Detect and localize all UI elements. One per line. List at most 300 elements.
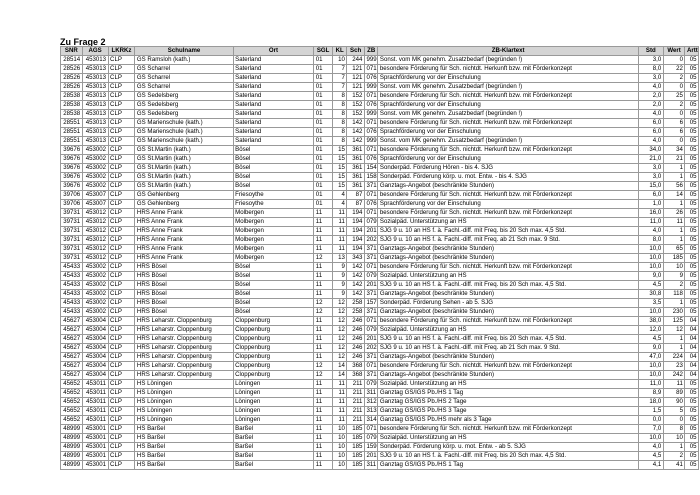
table-row: [61, 74, 699, 83]
table-cell: besondere Förderung für Sch. nichtdt. Herkunft bzw. mit Förderkonzept: [378, 146, 639, 155]
table-cell: 4: [332, 191, 346, 200]
table-row: [61, 272, 699, 281]
table-cell: CLP: [108, 74, 135, 83]
table-cell: 01: [314, 182, 333, 191]
table-cell: 079: [366, 272, 377, 279]
table-cell: CLP: [108, 263, 135, 272]
table-row: [61, 182, 699, 191]
table-cell: Saterland: [233, 137, 314, 146]
table-cell: 12: [332, 326, 346, 335]
table-cell: 11: [314, 281, 333, 290]
table-cell: 453002: [82, 173, 108, 182]
table-cell: 11: [314, 443, 333, 452]
table-cell: Saterland: [233, 119, 314, 128]
table-cell: 076: [366, 155, 377, 162]
table-cell: Bösel: [233, 155, 314, 164]
table-cell: CLP: [108, 344, 135, 353]
table-cell: CLP: [108, 245, 135, 254]
table-cell: SJG 9 u. 10 an HS f. à. Fachl.-diff. mit Freq. ab 21 Sch max. 9 Std.: [378, 344, 639, 353]
table-cell: 246: [347, 344, 365, 353]
table-cell: CLP: [108, 209, 135, 218]
table-cell: 39676: [61, 173, 83, 182]
table-cell: 15: [332, 182, 346, 191]
table-cell: 118: [663, 290, 685, 299]
table-cell: GS Gehlenberg: [135, 200, 233, 209]
table-cell: 39676: [61, 155, 83, 164]
table-cell: HRS Anne Frank: [135, 209, 233, 218]
table-cell: 152: [347, 92, 365, 101]
table-cell: Cloppenburg: [233, 362, 314, 371]
table-cell: CLP: [108, 137, 135, 146]
table-cell: 154: [366, 164, 377, 171]
table-cell: 26: [663, 209, 685, 218]
table-cell: 05: [685, 452, 699, 461]
table-row: [61, 416, 699, 425]
table-cell: 453002: [82, 182, 108, 191]
table-cell: 45433: [61, 272, 83, 281]
table-cell: Saterland: [233, 128, 314, 137]
table-cell: 01: [314, 110, 333, 119]
table-cell: CLP: [108, 299, 135, 308]
table-cell: 453002: [82, 281, 108, 290]
table-cell: CLP: [108, 443, 135, 452]
table-cell: 45627: [61, 344, 83, 353]
table-cell: 1: [663, 200, 685, 209]
table-cell: 244: [347, 56, 365, 65]
table-cell: 45652: [61, 389, 83, 398]
table-cell: Bösel: [233, 272, 314, 281]
table-cell: 11: [314, 461, 333, 470]
table-cell: besondere Förderung für Sch. nichtdt. Herkunft bzw. mit Förderkonzept: [378, 263, 639, 272]
table-row: [61, 308, 699, 317]
table-cell: 11: [314, 416, 333, 425]
table-cell: 05: [685, 407, 699, 416]
table-cell: 11: [314, 425, 333, 434]
table-cell: 142: [347, 119, 365, 128]
column-header: Std: [638, 47, 663, 56]
table-cell: Molbergen: [233, 209, 314, 218]
table-cell: 076: [366, 101, 377, 108]
table-cell: 201: [366, 452, 377, 459]
table-cell: 28551: [61, 128, 83, 137]
table-cell: CLP: [108, 146, 135, 155]
table-cell: besondere Förderung für Sch. nichtdt. Herkunft bzw. mit Förderkonzept: [378, 65, 639, 74]
table-cell: Cloppenburg: [233, 317, 314, 326]
table-cell: 453004: [82, 353, 108, 362]
table-cell: 15: [332, 146, 346, 155]
table-cell: 14: [332, 362, 346, 371]
table-cell: 11: [314, 290, 333, 299]
table-cell: HRS Anne Frank: [135, 227, 233, 236]
table-cell: 1,5: [638, 407, 663, 416]
table-row: [61, 398, 699, 407]
table-cell: HS Löningen: [135, 380, 233, 389]
table-cell: 8: [332, 101, 346, 110]
table-cell: 453011: [82, 416, 108, 425]
table-cell: 45627: [61, 317, 83, 326]
table-cell: 65: [663, 245, 685, 254]
table-row: [61, 263, 699, 272]
table-cell: 39731: [61, 254, 83, 263]
table-cell: 2: [663, 281, 685, 290]
table-cell: 15: [332, 155, 346, 164]
table-cell: HRS Bösel: [135, 281, 233, 290]
table-cell: 12: [314, 362, 333, 371]
table-cell: CLP: [108, 290, 135, 299]
table-cell: 224: [663, 353, 685, 362]
table-cell: Saterland: [233, 110, 314, 119]
table-cell: 45433: [61, 281, 83, 290]
table-cell: 071: [366, 317, 377, 324]
table-cell: 246: [347, 317, 365, 326]
table-cell: 3,0: [638, 164, 663, 173]
table-row: [61, 371, 699, 380]
table-cell: Barßel: [233, 452, 314, 461]
column-header: Schulname: [135, 47, 233, 56]
table-cell: 311: [366, 461, 377, 468]
table-cell: Cloppenburg: [233, 353, 314, 362]
table-cell: 1: [663, 173, 685, 182]
table-cell: CLP: [108, 173, 135, 182]
table-cell: 453004: [82, 344, 108, 353]
table-cell: CLP: [108, 218, 135, 227]
table-cell: 453002: [82, 155, 108, 164]
table-cell: 6,0: [638, 128, 663, 137]
table-cell: 157: [366, 299, 377, 306]
table-cell: 1: [663, 344, 685, 353]
table-cell: 371: [366, 371, 377, 378]
table-cell: 14: [663, 191, 685, 200]
table-cell: 071: [366, 362, 377, 369]
table-cell: 999: [366, 137, 377, 144]
table-cell: 87: [347, 200, 365, 209]
table-cell: Sonst. vom MK genehm. Zusatzbedarf (begründen !): [378, 83, 639, 92]
table-cell: 38,0: [638, 317, 663, 326]
table-cell: 999: [366, 56, 377, 63]
table-row: [61, 344, 699, 353]
table-cell: 453002: [82, 272, 108, 281]
table-cell: 071: [366, 119, 377, 126]
table-cell: 11: [332, 218, 346, 227]
table-cell: 6,0: [638, 191, 663, 200]
table-cell: Sprachförderung vor der Einschulung: [378, 101, 639, 110]
table-cell: HRS Leharstr. Cloppenburg: [135, 353, 233, 362]
table-cell: 142: [347, 272, 365, 281]
table-cell: 142: [347, 263, 365, 272]
table-cell: CLP: [108, 101, 135, 110]
table-cell: 314: [366, 416, 377, 423]
table-cell: 05: [685, 380, 699, 389]
table-cell: 453011: [82, 380, 108, 389]
table-cell: Saterland: [233, 101, 314, 110]
table-cell: 05: [685, 110, 699, 119]
table-cell: 4,5: [638, 335, 663, 344]
table-cell: 05: [685, 65, 699, 74]
table-cell: Sozialpäd. Unterstützung an HS: [378, 380, 639, 389]
table-cell: 453001: [82, 425, 108, 434]
table-cell: 211: [347, 398, 365, 407]
table-cell: 05: [685, 200, 699, 209]
table-cell: Bösel: [233, 173, 314, 182]
table-cell: 258: [347, 308, 365, 317]
table-cell: 56: [663, 182, 685, 191]
table-cell: Sprachförderung vor der Einschulung: [378, 200, 639, 209]
table-row: [61, 290, 699, 299]
column-header: Sch: [347, 47, 365, 56]
table-cell: 05: [685, 146, 699, 155]
table-cell: 9: [332, 290, 346, 299]
table-cell: Friesoythe: [233, 200, 314, 209]
table-cell: 2: [663, 452, 685, 461]
table-cell: CLP: [108, 398, 135, 407]
table-cell: CLP: [108, 452, 135, 461]
table-cell: 361: [347, 182, 365, 191]
table-cell: 28538: [61, 101, 83, 110]
table-cell: 371: [366, 308, 377, 315]
table-cell: 185: [347, 434, 365, 443]
table-cell: HRS Bösel: [135, 290, 233, 299]
table-cell: 125: [663, 317, 685, 326]
table-cell: 11: [332, 236, 346, 245]
table-cell: 10: [663, 263, 685, 272]
table-cell: Molbergen: [233, 236, 314, 245]
table-cell: 453002: [82, 146, 108, 155]
table-cell: HRS Leharstr. Cloppenburg: [135, 335, 233, 344]
table-cell: CLP: [108, 236, 135, 245]
table-cell: 05: [685, 218, 699, 227]
table-cell: 11: [332, 209, 346, 218]
table-cell: Friesoythe: [233, 191, 314, 200]
table-cell: CLP: [108, 281, 135, 290]
table-cell: 45627: [61, 326, 83, 335]
table-cell: CLP: [108, 110, 135, 119]
table-cell: CLP: [108, 227, 135, 236]
table-cell: Ganztag GS/IGS Pb./HS 1 Tag: [378, 461, 639, 470]
table-cell: GS Scharrel: [135, 83, 233, 92]
table-cell: 11: [314, 317, 333, 326]
table-cell: HRS Bösel: [135, 263, 233, 272]
table-cell: Sonderpäd. Förderung Hören - bis 4. SJG: [378, 164, 639, 173]
table-cell: 05: [685, 155, 699, 164]
table-cell: 2: [663, 101, 685, 110]
table-cell: Molbergen: [233, 254, 314, 263]
table-cell: Ganztags-Angebot (beschränkte Stunden): [378, 353, 639, 362]
table-cell: 0: [663, 83, 685, 92]
table-cell: 258: [347, 299, 365, 308]
table-cell: 071: [366, 191, 377, 198]
table-cell: besondere Förderung für Sch. nichtdt. Herkunft bzw. mit Förderkonzept: [378, 425, 639, 434]
table-cell: 311: [366, 389, 377, 396]
table-cell: 05: [685, 182, 699, 191]
table-cell: 8: [332, 128, 346, 137]
table-cell: HS Löningen: [135, 407, 233, 416]
table-cell: 079: [366, 218, 377, 225]
table-cell: 1: [663, 299, 685, 308]
table-cell: 999: [366, 83, 377, 90]
table-cell: 01: [314, 119, 333, 128]
table-cell: 8: [332, 110, 346, 119]
table-cell: 05: [685, 227, 699, 236]
table-cell: 1: [663, 164, 685, 173]
table-cell: 39731: [61, 236, 83, 245]
table-cell: 453002: [82, 263, 108, 272]
table-cell: Löningen: [233, 416, 314, 425]
table-cell: 05: [685, 254, 699, 263]
table-cell: 34: [663, 146, 685, 155]
table-cell: 05: [685, 416, 699, 425]
table-cell: 0: [663, 110, 685, 119]
table-cell: 11: [332, 398, 346, 407]
table-cell: 152: [347, 110, 365, 119]
table-cell: 4,0: [638, 83, 663, 92]
table-cell: 071: [366, 209, 377, 216]
table-cell: 453011: [82, 398, 108, 407]
table-cell: 453013: [82, 137, 108, 146]
table-cell: Sprachförderung vor der Einschulung: [378, 128, 639, 137]
table-cell: CLP: [108, 119, 135, 128]
table-cell: CLP: [108, 164, 135, 173]
table-cell: 11: [314, 272, 333, 281]
table-cell: 30,8: [638, 290, 663, 299]
table-cell: 453004: [82, 362, 108, 371]
table-cell: 45627: [61, 362, 83, 371]
table-cell: 45433: [61, 290, 83, 299]
table-cell: 10: [332, 452, 346, 461]
table-row: [61, 65, 699, 74]
table-cell: 05: [685, 263, 699, 272]
column-header: ZB: [364, 47, 377, 56]
table-cell: 45652: [61, 407, 83, 416]
table-cell: 13: [332, 254, 346, 263]
table-cell: 9: [663, 272, 685, 281]
table-cell: 453012: [82, 254, 108, 263]
table-cell: 45627: [61, 335, 83, 344]
table-cell: 34,0: [638, 146, 663, 155]
table-cell: 39731: [61, 209, 83, 218]
table-cell: 05: [685, 443, 699, 452]
table-cell: 3,0: [638, 74, 663, 83]
table-cell: 202: [366, 344, 377, 351]
table-cell: Bösel: [233, 263, 314, 272]
table-cell: 05: [685, 119, 699, 128]
table-row: [61, 434, 699, 443]
table-row: [61, 164, 699, 173]
table-cell: HS Löningen: [135, 389, 233, 398]
table-cell: CLP: [108, 83, 135, 92]
table-cell: 453012: [82, 245, 108, 254]
table-cell: 453012: [82, 218, 108, 227]
table-cell: SJG 9 u. 10 an HS f. à. Fachl.-diff. mit Freq. bis 20 Sch max. 4,5 Std.: [378, 335, 639, 344]
table-cell: CLP: [108, 362, 135, 371]
table-cell: CLP: [108, 434, 135, 443]
column-header: SNR: [61, 47, 83, 56]
table-row: [61, 56, 699, 65]
table-cell: Ganztag GS/IGS Pb./HS 1 Tag: [378, 389, 639, 398]
table-cell: 11: [314, 209, 333, 218]
table-cell: 3,5: [638, 299, 663, 308]
table-cell: 05: [685, 398, 699, 407]
table-row: [61, 146, 699, 155]
table-cell: 142: [347, 137, 365, 146]
table-cell: 11: [314, 353, 333, 362]
table-cell: 2,0: [638, 101, 663, 110]
table-row: [61, 362, 699, 371]
table-cell: 48999: [61, 425, 83, 434]
column-header: Ort: [233, 47, 314, 56]
table-cell: HS Löningen: [135, 416, 233, 425]
table-cell: 6,0: [638, 119, 663, 128]
table-cell: 10: [332, 461, 346, 470]
table-cell: 11: [314, 398, 333, 407]
table-cell: 1,0: [638, 200, 663, 209]
table-cell: 11: [314, 380, 333, 389]
table-cell: 11: [663, 218, 685, 227]
table-row: [61, 101, 699, 110]
table-cell: 246: [347, 335, 365, 344]
table-cell: 10: [332, 434, 346, 443]
table-cell: GS Gehlenberg: [135, 191, 233, 200]
table-cell: Ganztags-Angebot (beschränkte Stunden): [378, 245, 639, 254]
table-cell: 2: [663, 74, 685, 83]
table-cell: 10: [332, 56, 346, 65]
table-cell: 12: [314, 299, 333, 308]
table-cell: Bösel: [233, 164, 314, 173]
table-cell: GS Marienschule (kath.): [135, 119, 233, 128]
table-cell: SJG 9 u. 10 an HS f. à. Fachl.-diff. mit Freq. bis 20 Sch max. 4,5 Std.: [378, 281, 639, 290]
table-cell: 185: [663, 254, 685, 263]
table-cell: Sonst. vom MK genehm. Zusatzbedarf (begründen !): [378, 110, 639, 119]
table-cell: Sprachförderung vor der Einschulung: [378, 155, 639, 164]
table-cell: 10: [332, 443, 346, 452]
table-row: [61, 335, 699, 344]
table-cell: 01: [314, 83, 333, 92]
table-cell: 45627: [61, 353, 83, 362]
table-cell: CLP: [108, 128, 135, 137]
table-cell: 12: [332, 317, 346, 326]
table-cell: 47,0: [638, 353, 663, 362]
table-cell: 10,0: [638, 308, 663, 317]
table-row: [61, 281, 699, 290]
table-cell: 371: [366, 182, 377, 189]
table-body: [61, 56, 699, 470]
table-cell: 201: [366, 335, 377, 342]
table-cell: 2,0: [638, 92, 663, 101]
table-cell: 453002: [82, 308, 108, 317]
table-cell: Löningen: [233, 389, 314, 398]
table-cell: HRS Anne Frank: [135, 254, 233, 263]
table-cell: 368: [347, 362, 365, 371]
table-cell: 48999: [61, 434, 83, 443]
table-cell: 453011: [82, 389, 108, 398]
table-cell: 185: [347, 425, 365, 434]
table-cell: 05: [685, 83, 699, 92]
table-cell: 45433: [61, 308, 83, 317]
table-cell: 04: [685, 317, 699, 326]
table-cell: 312: [366, 398, 377, 405]
table-cell: 453002: [82, 299, 108, 308]
table-cell: CLP: [108, 425, 135, 434]
table-cell: 8: [332, 119, 346, 128]
table-cell: 10,0: [638, 434, 663, 443]
table-cell: Cloppenburg: [233, 335, 314, 344]
table-cell: 079: [366, 326, 377, 333]
table-cell: 05: [685, 434, 699, 443]
table-cell: 05: [685, 389, 699, 398]
table-cell: 999: [366, 110, 377, 117]
table-cell: HRS Bösel: [135, 272, 233, 281]
table-cell: 12,0: [638, 326, 663, 335]
table-cell: 11: [314, 263, 333, 272]
